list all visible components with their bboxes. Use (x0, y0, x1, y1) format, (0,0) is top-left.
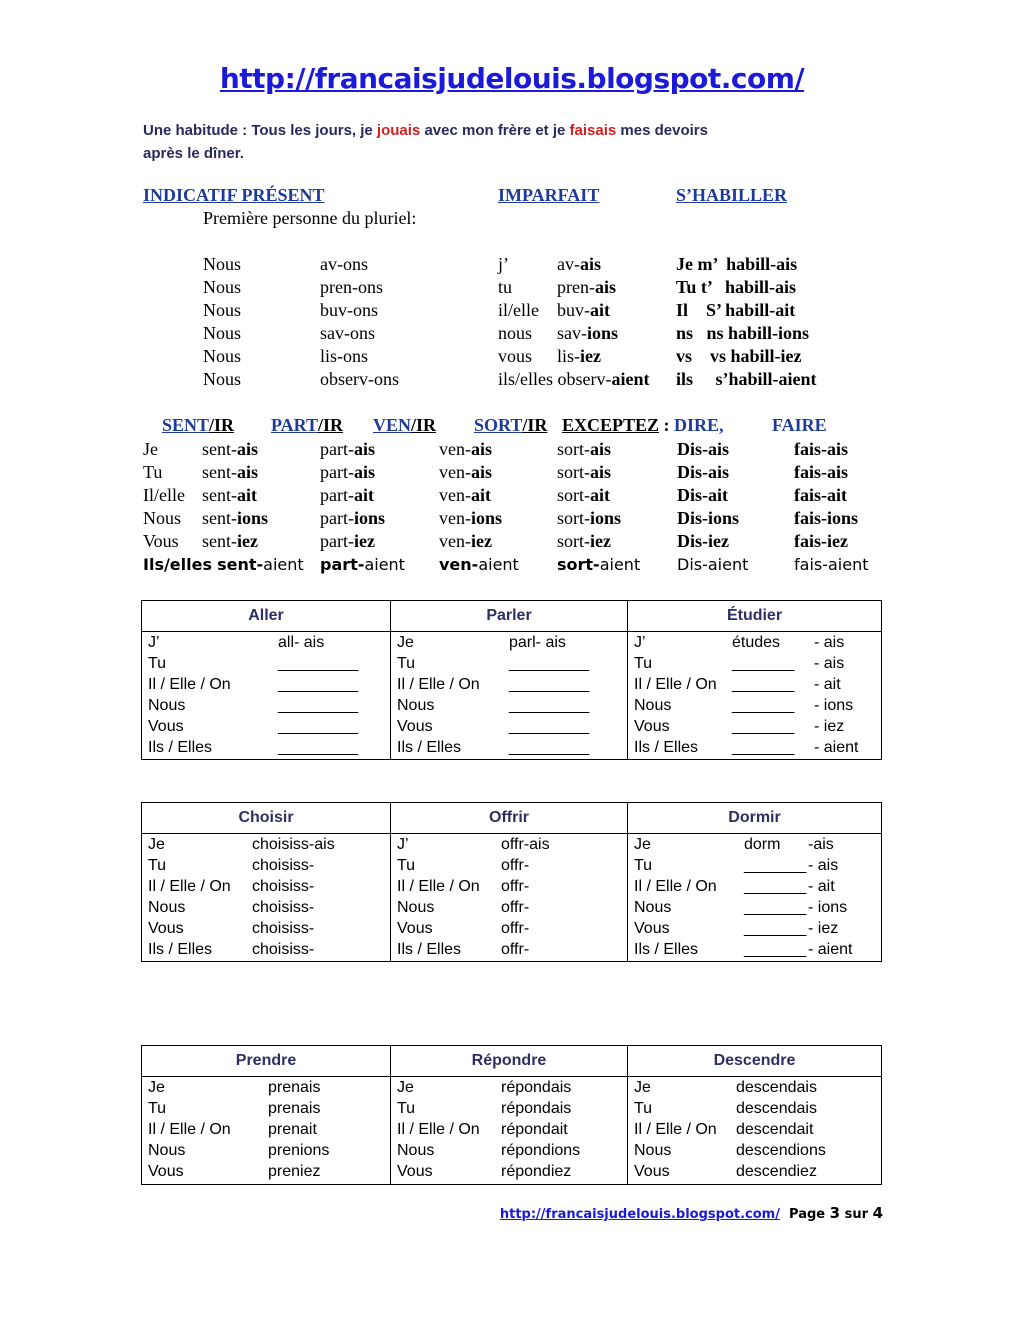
pronoun: Vous (148, 1163, 184, 1180)
pronoun: Vous (148, 920, 184, 937)
pronoun-nous: Nous (203, 369, 242, 389)
verb-form: _______ (744, 941, 807, 958)
imparfait-stem: av- (557, 254, 580, 274)
verb-form: preniez (268, 1163, 321, 1180)
imparfait-form (439, 462, 492, 483)
verb-form: - ions (814, 697, 854, 714)
verb-stem: part- (320, 555, 365, 574)
verb-form: _______ (744, 899, 807, 916)
verb-form: choisiss- (252, 878, 315, 895)
verb-form: prenait (268, 1121, 317, 1138)
dire-form: Dis-ais (677, 462, 730, 482)
pronoun: Tu (143, 462, 163, 482)
present-form: sav-ons (320, 323, 375, 343)
verb-form: - iez (808, 920, 839, 937)
imparfait-ending: ions (470, 508, 503, 528)
pronoun: Nous (397, 1142, 435, 1159)
verb-form: choisiss- (252, 941, 315, 958)
imparfait-ending: ions (587, 323, 619, 343)
heading-shabiller: S’HABILLER (676, 185, 788, 205)
header-sent: SENT (162, 415, 210, 435)
verb-form: _________ (278, 697, 359, 714)
intro-text: mes devoirs (616, 122, 708, 139)
heading-imparfait: IMPARFAIT (498, 185, 600, 205)
pronoun: Nous (397, 899, 435, 916)
ending: aient (364, 555, 405, 574)
verb-form: _________ (278, 739, 359, 756)
imparfait-form (439, 439, 492, 460)
imparfait-ending: ait (237, 485, 257, 505)
shabiller-form: vs vs habill-iez (676, 346, 802, 366)
shabiller-form: ns ns habill-ions (676, 323, 810, 343)
present-form: lis-ons (320, 346, 369, 366)
pronoun: Je (397, 634, 414, 651)
pronoun-nous: Nous (203, 277, 242, 297)
intro-word-jouais: jouais (376, 122, 421, 139)
intro-text: avec mon frère et je (420, 122, 570, 139)
verb-form: _________ (509, 739, 590, 756)
verb-stem: sent- (202, 462, 237, 482)
pronoun: J’ (634, 634, 646, 651)
footer-page-number: 3 (829, 1204, 841, 1222)
imparfait-form (557, 531, 611, 552)
pronoun: Tu (634, 857, 653, 874)
pronoun: Il / Elle / On (634, 676, 717, 693)
verb-form: _______ (744, 857, 807, 874)
imparfait-ending: ait (590, 485, 610, 505)
pronoun: Vous (397, 1163, 433, 1180)
pronoun: Il / Elle / On (148, 1121, 231, 1138)
intro-word-faisais: faisais (569, 122, 617, 139)
pronoun: Nous (634, 899, 672, 916)
imparfait-ending: iez (353, 531, 375, 551)
verb-form: choisiss- (252, 920, 315, 937)
conjugation-table-prendre-repondre-descendre (141, 1045, 882, 1185)
heading-indicatif-present: INDICATIF PRÉSENT (143, 185, 325, 205)
imparfait-form (557, 555, 640, 574)
shabiller-form: Je m’ habill-ais (676, 254, 798, 274)
imparfait-stem: pren- (557, 277, 595, 297)
table-header: Prendre (142, 1046, 391, 1077)
verb-form: offr-ais (501, 836, 550, 853)
table-header: Offrir (391, 803, 628, 834)
shabiller-form: Il S’ habill-ait (676, 300, 796, 320)
faire-form: fais-iez (794, 531, 848, 551)
intro-line-2: après le dîner. (143, 145, 244, 162)
verb-form: choisiss-ais (252, 836, 335, 853)
dire-form: Dis-aient (677, 555, 749, 574)
footer (500, 1204, 883, 1222)
pronoun: Nous (634, 697, 672, 714)
imparfait-form (202, 531, 258, 552)
header-ir: /IR (522, 415, 548, 435)
imparfait-form (439, 555, 519, 574)
verb-form: _________ (278, 718, 359, 735)
dire-form: Dis-ait (677, 485, 728, 505)
verb-stem: sort- (557, 462, 590, 482)
pronoun: Nous (634, 1142, 672, 1159)
verb-form: descendiez (736, 1163, 817, 1180)
verb-form: offr- (501, 941, 530, 958)
imparfait-form (439, 531, 492, 552)
imparfait-ending: ions (237, 508, 269, 528)
verb-stem: ven- (439, 485, 471, 505)
pronoun-nous: Nous (203, 346, 242, 366)
pronoun: Vous (634, 1163, 670, 1180)
imparfait-ending: iez (237, 531, 258, 551)
pronoun: Nous (143, 508, 182, 528)
table-header: Dormir (628, 803, 882, 834)
ending: aient (599, 555, 641, 574)
pronoun-ils-elles (143, 555, 304, 574)
verb-stem: ven- (439, 555, 479, 574)
verb-form: - ais (814, 655, 845, 672)
pronoun: Il / Elle / On (148, 676, 231, 693)
verb-form: choisiss- (252, 899, 315, 916)
header-part: PART (271, 415, 319, 435)
imparfait-pronoun: ils/elles observ- (498, 369, 612, 389)
imparfait-ending: iez (470, 531, 492, 551)
verb-stem: ven- (439, 531, 471, 551)
imparfait-ending: ais (470, 439, 492, 459)
verb-form: - ait (814, 676, 841, 693)
verb-form: offr- (501, 920, 530, 937)
conjugation-table-aller-parler-etudier (141, 600, 882, 760)
pronoun: Tu (634, 1100, 653, 1117)
verb-stem: ven- (439, 508, 471, 528)
pronoun: Il / Elle / On (397, 676, 480, 693)
verb-form: _________ (509, 697, 590, 714)
pronoun: Ils / Elles (397, 739, 462, 756)
verb-form: descendais (736, 1100, 817, 1117)
verb-form: _________ (509, 676, 590, 693)
pronoun: Vous (634, 718, 670, 735)
pronoun: Je (148, 1079, 165, 1096)
imparfait-ending: ais (470, 462, 492, 482)
verb-form: offr- (501, 857, 530, 874)
header-ven: VEN (373, 415, 412, 435)
imparfait-ending: ais (237, 462, 259, 482)
conjugation-table-choisir-offrir-dormir (141, 802, 882, 962)
verb-form: - aient (808, 941, 853, 958)
verb-stem: sent- (202, 485, 237, 505)
present-form: buv-ons (320, 300, 378, 320)
imparfait-ending: ais (590, 439, 612, 459)
imparfait-pronoun: j’ (498, 254, 509, 274)
verb-form: - ais (808, 857, 839, 874)
imparfait-stem: buv- (557, 300, 590, 320)
verb-stem: sent- (202, 508, 237, 528)
imparfait-pronoun: nous (498, 323, 533, 343)
imparfait-form (557, 462, 611, 483)
table-header: Étudier (628, 601, 882, 632)
verb-form: _________ (509, 655, 590, 672)
verb-stem: sort- (557, 531, 590, 551)
imparfait-form (557, 254, 601, 275)
present-form: pren-ons (320, 277, 383, 297)
pronoun: Nous (397, 697, 435, 714)
verb-form: all- ais (278, 634, 325, 651)
imparfait-form (557, 439, 611, 460)
pronoun: Je (634, 836, 651, 853)
pronoun-nous: Nous (203, 323, 242, 343)
imparfait-form (557, 323, 618, 344)
verb-form: _______ (732, 655, 795, 672)
pronoun: Ils / Elles (148, 739, 213, 756)
imparfait-ending: ions (590, 508, 622, 528)
pronoun: Tu (397, 655, 416, 672)
header-url-link[interactable]: http://francaisjudelouis.blogspot.com/ (219, 62, 805, 95)
verb-stem: sent- (202, 439, 237, 459)
imparfait-pronoun: il/elle (498, 300, 539, 320)
verb-form: répondions (501, 1142, 581, 1159)
verb-form: _________ (278, 655, 359, 672)
pronoun: Je (397, 1079, 414, 1096)
present-form: observ-ons (320, 369, 399, 389)
verb-stem: sort- (557, 439, 590, 459)
imparfait-ending: ions (353, 508, 386, 528)
pronoun: Il / Elle / On (397, 1121, 480, 1138)
imparfait-form (320, 485, 374, 506)
exceptez-dire: DIRE, (674, 415, 724, 435)
footer-sur: sur (844, 1207, 869, 1222)
verb-stem: ven- (439, 462, 471, 482)
table-header: Répondre (391, 1046, 628, 1077)
table-header: Descendre (628, 1046, 882, 1077)
imparfait-ending: ais (590, 462, 612, 482)
verb-form: répondait (501, 1121, 568, 1138)
imparfait-form (320, 508, 385, 529)
imparfait-pronoun: vous (498, 346, 533, 366)
pronoun: Il / Elle / On (634, 878, 717, 895)
imparfait-form (557, 346, 601, 367)
intro-text: Une habitude : Tous les jours, je (143, 122, 377, 139)
imparfait-form (202, 462, 258, 483)
pronoun: Tu (397, 1100, 416, 1117)
verb-stem: part- (320, 508, 354, 528)
pronoun: Nous (148, 1142, 186, 1159)
pronoun: Tu (397, 857, 416, 874)
faire-form: fais-ais (794, 462, 848, 482)
section2-header (474, 415, 547, 436)
verb-form: offr- (501, 878, 530, 895)
pronoun-nous: Nous (203, 254, 242, 274)
imparfait-form (557, 508, 621, 529)
section2-exceptez (562, 415, 724, 436)
section2-header (373, 415, 436, 436)
header-ir: /IR (209, 415, 235, 435)
imparfait-ending: iez (580, 346, 601, 366)
pronoun: Je (148, 836, 165, 853)
pronoun: J’ (397, 836, 409, 853)
imparfait-ending: ais (353, 462, 375, 482)
exceptez-label: EXCEPTEZ (562, 415, 660, 435)
faire-form: fais-ait (794, 485, 847, 505)
verb-form: répondiez (501, 1163, 572, 1180)
present-form: av-ons (320, 254, 368, 274)
verb-form: - iez (814, 718, 845, 735)
imparfait-form (202, 508, 268, 529)
imparfait-form (202, 439, 258, 460)
imparfait-form (320, 555, 405, 574)
verb-stem: ven- (439, 439, 471, 459)
verb-form: parl- ais (509, 634, 566, 651)
verb-form: descendait (736, 1121, 814, 1138)
imparfait-form (439, 508, 502, 529)
footer-page-label: Page (789, 1207, 826, 1222)
pronoun: Tu (634, 655, 653, 672)
pronoun: Vous (634, 920, 670, 937)
verb-form: - aient (814, 739, 859, 756)
pronoun: J’ (148, 634, 160, 651)
verb-form: répondais (501, 1100, 572, 1117)
verb-stem: part- (320, 531, 354, 551)
verb-form: choisiss- (252, 857, 315, 874)
pronoun: Ils/elles (143, 555, 212, 574)
verb-form: offr- (501, 899, 530, 916)
verb-form: _______ (732, 676, 795, 693)
table-header: Choisir (142, 803, 391, 834)
table-header: Parler (391, 601, 628, 632)
ending: aient (263, 555, 304, 574)
header-ir: /IR (318, 415, 344, 435)
verb-form: -ais (808, 836, 834, 853)
imparfait-form (557, 485, 610, 506)
pronoun: Tu (148, 857, 167, 874)
verb-form: _________ (278, 676, 359, 693)
shabiller-form: ils s’habill-aient (676, 369, 817, 389)
pronoun: Tu (148, 655, 167, 672)
exceptez-colon: : (659, 415, 675, 435)
verb-form: - ait (808, 878, 835, 895)
pronoun: Ils / Elles (634, 941, 699, 958)
pronoun: Nous (148, 899, 186, 916)
pronoun: Tu (148, 1100, 167, 1117)
imparfait-stem: sav- (557, 323, 587, 343)
imparfait-ending: ais (237, 439, 259, 459)
verb-stem: sort- (557, 485, 590, 505)
imparfait-form (202, 485, 257, 506)
verb-form: _______ (732, 718, 795, 735)
header-sort: SORT (474, 415, 523, 435)
faire-form: fais-ais (794, 439, 848, 459)
imparfait-ending: ait (353, 485, 374, 505)
imparfait-form (320, 439, 375, 460)
faire-form: fais-aient (794, 555, 869, 574)
verb-form: prenais (268, 1079, 321, 1096)
pronoun: Il / Elle / On (634, 1121, 717, 1138)
verb-form: _______ (744, 878, 807, 895)
verb-form: - ions (808, 899, 848, 916)
imparfait-form (557, 277, 616, 298)
imparfait-ending: ait (590, 300, 610, 320)
imparfait-form (320, 531, 375, 552)
pronoun: Vous (397, 920, 433, 937)
verb-stem: part- (320, 462, 354, 482)
verb-form: descendais (736, 1079, 817, 1096)
verb-form: - ais (814, 634, 845, 651)
dire-form: Dis-ais (677, 439, 730, 459)
verb-stem: sent- (202, 531, 237, 551)
ending: aient (478, 555, 519, 574)
exceptez-faire: FAIRE (772, 415, 827, 435)
faire-form: fais-ions (794, 508, 859, 528)
dire-form: Dis-ions (677, 508, 740, 528)
imparfait-ending: aient (611, 369, 650, 389)
imparfait-pronoun: tu (498, 277, 513, 297)
pronoun: Je (143, 439, 158, 459)
pronoun: Ils / Elles (634, 739, 699, 756)
table-header: Aller (142, 601, 391, 632)
verb-form: dorm (744, 836, 781, 853)
imparfait-ending: ait (470, 485, 491, 505)
verb-form: _________ (509, 718, 590, 735)
imparfait-form (439, 485, 491, 506)
verb-form: études (732, 634, 781, 651)
shabiller-form: Tu t’ habill-ais (676, 277, 797, 297)
imparfait-ending: ais (579, 254, 601, 274)
verb-form: prenions (268, 1142, 330, 1159)
imparfait-stem: lis- (557, 346, 581, 366)
verb-stem: sort- (557, 508, 590, 528)
pronoun: Vous (397, 718, 433, 735)
imparfait-form (498, 369, 649, 390)
section2-header (162, 415, 234, 436)
verb-form: prenais (268, 1100, 321, 1117)
verb-stem: part- (320, 439, 354, 459)
verb-stem: sort- (557, 555, 600, 574)
pronoun: Il / Elle / On (397, 878, 480, 895)
imparfait-form (557, 300, 610, 321)
imparfait-ending: ais (594, 277, 616, 297)
imparfait-ending: ais (353, 439, 375, 459)
pronoun: Il / Elle / On (148, 878, 231, 895)
section2-header (271, 415, 343, 436)
pronoun: Il/elle (143, 485, 185, 505)
footer-url-link[interactable]: http://francaisjudelouis.blogspot.com/ (499, 1207, 780, 1222)
pronoun: Vous (148, 718, 184, 735)
pronoun: Ils / Elles (397, 941, 462, 958)
pronoun: Ils / Elles (148, 941, 213, 958)
pronoun: Vous (143, 531, 179, 551)
verb-form: _______ (732, 697, 795, 714)
imparfait-form (320, 462, 375, 483)
subtitle-first-person-plural: Première personne du pluriel: (203, 208, 417, 228)
pronoun: Je (634, 1079, 651, 1096)
verb-stem: part- (320, 485, 354, 505)
verb-form: _______ (732, 739, 795, 756)
pronoun-nous: Nous (203, 300, 242, 320)
verb-form: descendions (736, 1142, 826, 1159)
verb-stem: sent- (217, 555, 264, 574)
verb-form: _______ (744, 920, 807, 937)
header-ir: /IR (411, 415, 437, 435)
verb-form: répondais (501, 1079, 572, 1096)
dire-form: Dis-iez (677, 531, 729, 551)
intro-line-1 (143, 122, 708, 139)
pronoun: Nous (148, 697, 186, 714)
imparfait-ending: iez (590, 531, 611, 551)
footer-page-total: 4 (872, 1204, 883, 1222)
